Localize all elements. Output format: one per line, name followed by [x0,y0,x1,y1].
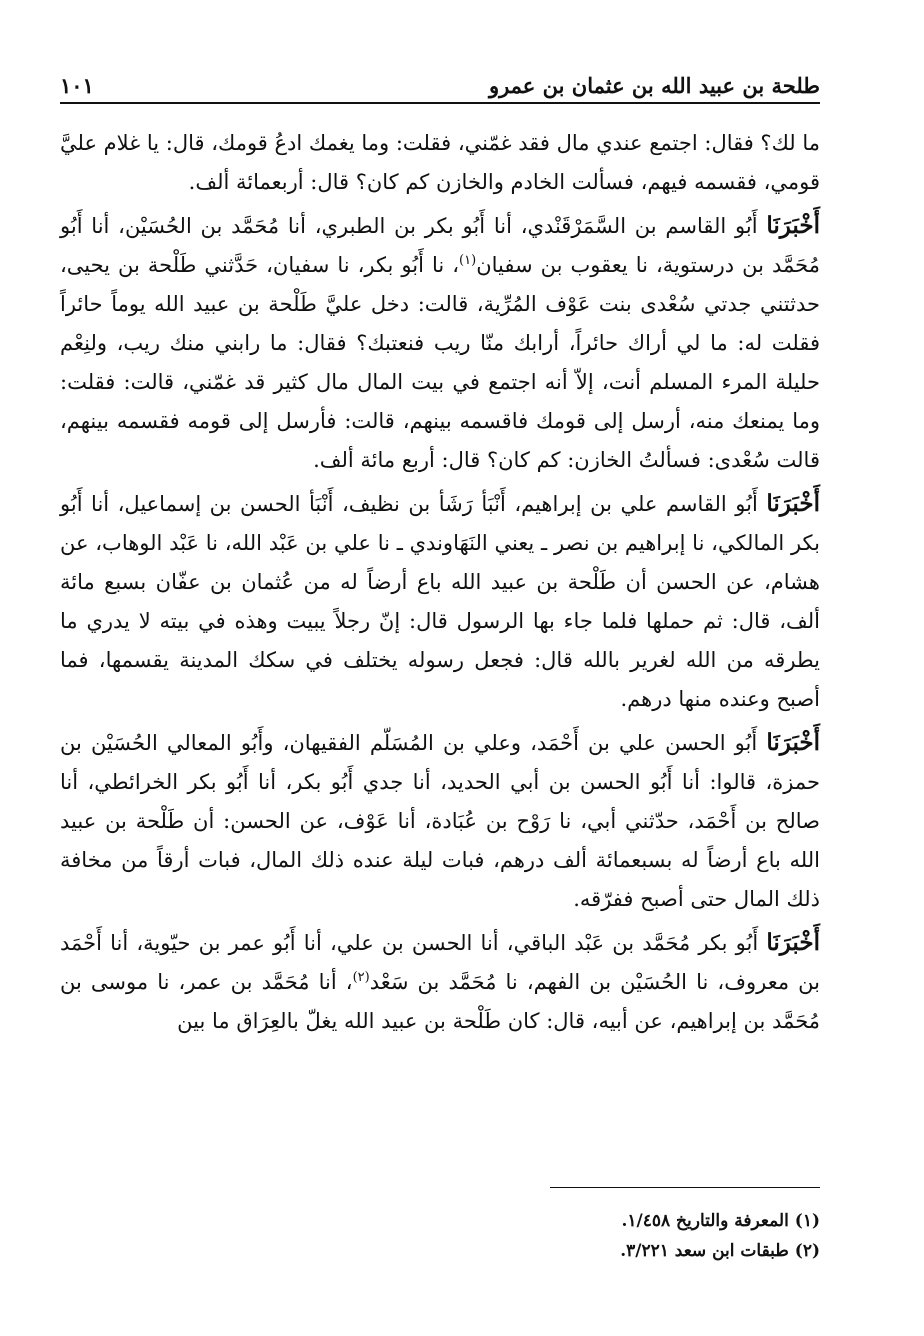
footnotes [60,1187,820,1266]
paragraph-lead: أَخْبَرَنَا [766,212,820,239]
document-page [60,56,820,1296]
page-number: ١٠١ [60,73,94,98]
paragraph-text: ما لك؟ فقال: اجتمع عندي مال فقد غمّني، فقلت: وما يغمك ادعُ قومك، قال: يا غلام عليَّ قومي، فقسمه فيهم، فسألت الخادم والخازن كم كان؟ قال: أربعمائة ألف. [60,131,820,194]
page-body [60,124,820,1041]
paragraph-text-cont: ، نا أَبُو بكر، نا سفيان، حَدَّثني طَلْحة بن يحيى، حدثتني جدتي سُعْدى بنت عَوْف المُرِّية، قالت: دخل عليَّ طَلْحة بن عبيد الله يوماً حائراً فقلت له: ما لي أراك حائراً، أرابك منّا ريب فنعتبك؟ فقال: ما رابني منك ريب، ولنِعْم حليلة المرء المسلم أنت، إلاّ أنه اجتمع في بيت المال مال كثير قد غمّني، قالت: فقلت: وما يمنعك منه، أرسل إلى قومك فاقسمه بينهم، قالت: فأرسل إلى قومه فقسمه بينهم، قالت سُعْدى: فسألتُ الخازن: كم كان؟ قال: أربع مائة ألف. [60,253,820,472]
paragraph-lead: أَخْبَرَنَا [766,490,820,517]
paragraph [60,723,820,919]
paragraph-text: أَبُو بكر مُحَمَّد بن عَبْد الباقي، أنا الحسن بن علي، أنا أَبُو عمر بن حيّوية، أنا أَحْمَد بن معروف، نا الحُسَيْن بن الفهم، نا مُحَمَّد بن سَعْد [60,931,820,994]
paragraph-text: أَبُو القاسم بن السَّمَرْقَنْدي، أنا أَبُو بكر بن الطبري، أنا مُحَمَّد بن الحُسَيْن، أنا أَبُو مُحَمَّد بن درستوية، نا يعقوب بن سفيان [60,214,820,277]
paragraph [60,923,820,1041]
paragraph [60,206,820,480]
footnote: (١) المعرفة والتاريخ ١/٤٥٨. [621,1211,820,1231]
footnote: (٢) طبقات ابن سعد ٣/٢٢١. [620,1241,820,1261]
paragraph-lead: أَخْبَرَنَا [766,929,820,956]
footnote-ref: (٢) [352,970,370,985]
paragraph-lead: أَخْبَرَنَا [766,729,820,756]
running-title: طلحة بن عبيد الله بن عثمان بن عمرو [488,73,820,98]
footnote-divider [550,1187,820,1188]
paragraph-text: أَبُو القاسم علي بن إبراهيم، أَنْبَأ رَشَأ بن نظيف، أَنْبَأ الحسن بن إسماعيل، أنا أَبُو بكر المالكي، نا إبراهيم بن نصر ـ يعني النَهَاوندي ـ نا علي بن عَبْد الله، نا عَبْد الوهاب، عن هشام، عن الحسن أن طَلْحة بن عبيد الله باع أرضاً له من عُثمان بن عفّان بسبع مائة ألف، قال: ثم حملها فلما جاء بها الرسول قال: إنّ رجلاً يبيت وهذه في بيته لا يدري ما يطرقه من الله لغرير بالله قال: فجعل رسوله يختلف في سكك المدينة يقسمها، فما أصبح وعنده منها درهم. [60,492,820,711]
paragraph-text-cont: ، أنا مُحَمَّد بن عمر، نا موسى بن مُحَمَّد بن إبراهيم، عن أبيه، قال: كان طَلْحة بن عبيد الله يغلّ بالعِرَاق ما بين [60,970,820,1033]
paragraph [60,484,820,719]
page-header [60,56,820,104]
paragraph-text: أَبُو الحسن علي بن أَحْمَد، وعلي بن المُسَلّم الفقيهان، وأَبُو المعالي الحُسَيْن بن حمزة، قالوا: أنا أَبُو الحسن بن أبي الحديد، أنا جدي أَبُو بكر، أنا أَبُو بكر الخرائطي، أنا صالح بن أَحْمَد، حدّثني أبي، نا رَوْح بن عُبَادة، أنا عَوْف، عن الحسن: أن طَلْحة بن عبيد الله باع أرضاً له بسبعمائة ألف درهم، فبات ليلة عنده ذلك المال، فبات أرقاً من مخافة ذلك المال حتى أصبح ففرّقه. [60,731,820,911]
paragraph [60,124,820,202]
footnote-ref: (١) [459,253,477,268]
